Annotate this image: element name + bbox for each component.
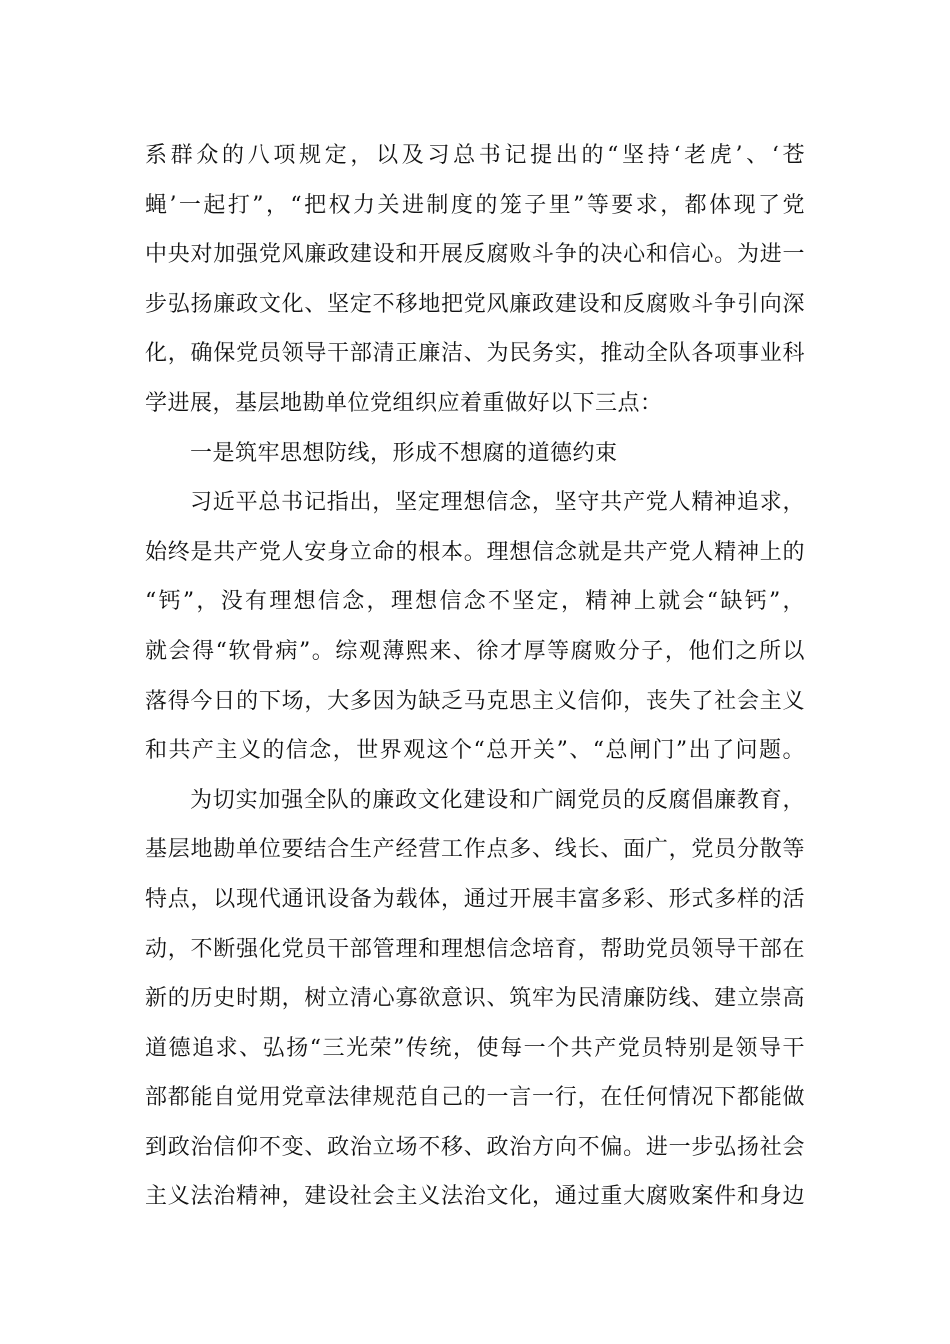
paragraph [145, 131, 805, 429]
text-line: 和共产主义的信念，世界观这个“总开关”、“总闸门”出了问题。 [145, 738, 805, 764]
text-line: 到政治信仰不变、政治立场不移、政治方向不偏。进一步弘扬社会 [145, 1134, 805, 1160]
text-line: “钙”，没有理想信念，理想信念不坚定，精神上就会“缺钙”， [145, 589, 805, 615]
section-heading [145, 429, 805, 479]
document-body [145, 131, 805, 1222]
heading-line: 一是筑牢思想防线，形成不想腐的道德约束 [190, 440, 618, 466]
text-line: 蝇’一起打”，“把权力关进制度的笼子里”等要求，都体现了党 [145, 192, 805, 218]
text-line: 主义法治精神，建设社会主义法治文化，通过重大腐败案件和身边 [145, 1184, 805, 1210]
text-line: 习近平总书记指出，坚定理想信念，坚守共产党人精神追求， [190, 490, 805, 516]
text-line: 特点，以现代通讯设备为载体，通过开展丰富多彩、形式多样的活 [145, 886, 805, 912]
text-line: 部都能自觉用党章法律规范自己的一言一行，在任何情况下都能做 [145, 1085, 805, 1111]
text-line: 基层地勘单位要结合生产经营工作点多、线长、面广，党员分散等 [145, 837, 805, 863]
paragraph [145, 776, 805, 1222]
paragraph [145, 478, 805, 776]
text-line: 始终是共产党人安身立命的根本。理想信念就是共产党人精神上的 [145, 539, 805, 565]
text-line: 中央对加强党风廉政建设和开展反腐败斗争的决心和信心。为进一 [145, 242, 805, 268]
text-line: 新的历史时期，树立清心寡欲意识、筑牢为民清廉防线、建立崇高 [145, 986, 805, 1012]
text-line: 落得今日的下场，大多因为缺乏马克思主义信仰，丧失了社会主义 [145, 688, 805, 714]
text-line: 系群众的八项规定，以及习总书记提出的“坚持‘老虎’、‘苍 [145, 143, 805, 168]
text-line: 步弘扬廉政文化、坚定不移地把党风廉政建设和反腐败斗争引向深 [145, 291, 805, 317]
text-line: 道德追求、弘扬“三光荣”传统，使每一个共产党员特别是领导干 [145, 1035, 805, 1061]
text-line: 化，确保党员领导干部清正廉洁、为民务实，推动全队各项事业科 [145, 341, 805, 367]
text-line: 学进展，基层地勘单位党组织应着重做好以下三点： [145, 390, 663, 416]
text-line: 为切实加强全队的廉政文化建设和广阔党员的反腐倡廉教育， [190, 787, 805, 813]
text-line: 就会得“软骨病”。综观薄熙来、徐才厚等腐败分子，他们之所以 [145, 638, 805, 664]
text-line: 动，不断强化党员干部管理和理想信念培育，帮助党员领导干部在 [145, 936, 805, 962]
